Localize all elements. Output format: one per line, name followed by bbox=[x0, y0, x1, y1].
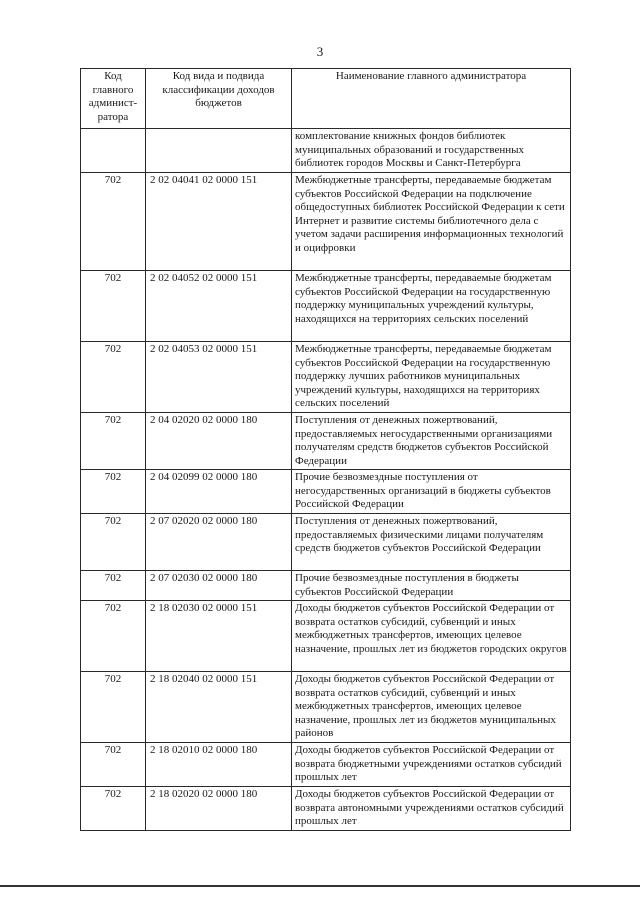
admin-name-cell: Прочие безвозмездные поступления от негосударственных организаций в бюджеты субъектов Российской Федерации bbox=[292, 470, 571, 514]
table-row bbox=[81, 129, 571, 173]
admin-name-cell: Прочие безвозмездные поступления в бюджеты субъектов Российской Федерации bbox=[292, 571, 571, 601]
admin-name-cell: Доходы бюджетов субъектов Российской Федерации от возврата остатков субсидий, субвенций и иных межбюджетных трансфертов, имеющих целевое назначение, прошлых лет из бюджетов городских округов bbox=[292, 601, 571, 672]
revenue-code-cell: 2 04 02099 02 0000 180 bbox=[146, 470, 292, 514]
table-row bbox=[81, 571, 571, 601]
header-admin-code: Код главного админист-ратора bbox=[81, 69, 146, 129]
revenue-code-cell: 2 18 02010 02 0000 180 bbox=[146, 743, 292, 787]
table-row bbox=[81, 470, 571, 514]
revenue-code-cell: 2 18 02020 02 0000 180 bbox=[146, 787, 292, 831]
admin-code-cell bbox=[81, 129, 146, 173]
admin-name-cell: комплектование книжных фондов библиотек муниципальных образований и государственных библиотек городов Москвы и Санкт-Петербурга bbox=[292, 129, 571, 173]
revenue-code-cell: 2 18 02040 02 0000 151 bbox=[146, 672, 292, 743]
table-row bbox=[81, 743, 571, 787]
admin-code-cell: 702 bbox=[81, 743, 146, 787]
admin-name-cell: Поступления от денежных пожертвований, предоставляемых негосударственными организациями получателям средств бюджетов субъектов Российской Федерации bbox=[292, 413, 571, 470]
revenue-code-cell: 2 02 04052 02 0000 151 bbox=[146, 271, 292, 342]
admin-code-cell: 702 bbox=[81, 514, 146, 571]
revenue-code-cell: 2 07 02020 02 0000 180 bbox=[146, 514, 292, 571]
revenue-code-cell: 2 02 04041 02 0000 151 bbox=[146, 173, 292, 271]
table-row bbox=[81, 514, 571, 571]
revenue-code-cell: 2 07 02030 02 0000 180 bbox=[146, 571, 292, 601]
revenue-code-cell: 2 02 04053 02 0000 151 bbox=[146, 342, 292, 413]
table-row bbox=[81, 672, 571, 743]
revenue-codes-table bbox=[80, 68, 571, 831]
admin-code-cell: 702 bbox=[81, 413, 146, 470]
admin-name-cell: Межбюджетные трансферты, передаваемые бюджетам субъектов Российской Федерации на государственную поддержку лучших работников муниципальных учреждений культуры, находящихся на территориях сельских поселений bbox=[292, 342, 571, 413]
admin-name-cell: Доходы бюджетов субъектов Российской Федерации от возврата бюджетными учреждениями остатков субсидий прошлых лет bbox=[292, 743, 571, 787]
table-header-row bbox=[81, 69, 571, 129]
admin-name-cell: Поступления от денежных пожертвований, предоставляемых физическими лицами получателям средств бюджетов субъектов Российской Федерации bbox=[292, 514, 571, 571]
header-admin-name: Наименование главного администратора bbox=[292, 69, 571, 129]
admin-code-cell: 702 bbox=[81, 601, 146, 672]
admin-code-cell: 702 bbox=[81, 787, 146, 831]
table-row bbox=[81, 601, 571, 672]
admin-name-cell: Межбюджетные трансферты, передаваемые бюджетам субъектов Российской Федерации на подключение общедоступных библиотек Российской Федерации к сети Интернет и развитие системы библиотечного дела с учетом задачи расширения информационных технологий и оцифровки bbox=[292, 173, 571, 271]
table-row bbox=[81, 173, 571, 271]
table-row bbox=[81, 413, 571, 470]
admin-name-cell: Доходы бюджетов субъектов Российской Федерации от возврата автономными учреждениями остатков субсидий прошлых лет bbox=[292, 787, 571, 831]
admin-code-cell: 702 bbox=[81, 470, 146, 514]
page-number: 3 bbox=[316, 44, 324, 59]
revenue-code-cell: 2 18 02030 02 0000 151 bbox=[146, 601, 292, 672]
header-revenue-code: Код вида и подвида классификации доходов бюджетов bbox=[146, 69, 292, 129]
admin-code-cell: 702 bbox=[81, 672, 146, 743]
revenue-code-cell bbox=[146, 129, 292, 173]
table-row bbox=[81, 787, 571, 831]
admin-name-cell: Доходы бюджетов субъектов Российской Федерации от возврата остатков субсидий, субвенций и иных межбюджетных трансфертов, имеющих целевое назначение, прошлых лет из бюджетов муниципальных районов bbox=[292, 672, 571, 743]
page-bottom-rule bbox=[0, 885, 640, 887]
admin-code-cell: 702 bbox=[81, 342, 146, 413]
revenue-code-cell: 2 04 02020 02 0000 180 bbox=[146, 413, 292, 470]
admin-code-cell: 702 bbox=[81, 571, 146, 601]
table-row bbox=[81, 342, 571, 413]
admin-code-cell: 702 bbox=[81, 173, 146, 271]
admin-code-cell: 702 bbox=[81, 271, 146, 342]
admin-name-cell: Межбюджетные трансферты, передаваемые бюджетам субъектов Российской Федерации на государственную поддержку муниципальных учреждений культуры, находящихся на территориях сельских поселений bbox=[292, 271, 571, 342]
table-row bbox=[81, 271, 571, 342]
